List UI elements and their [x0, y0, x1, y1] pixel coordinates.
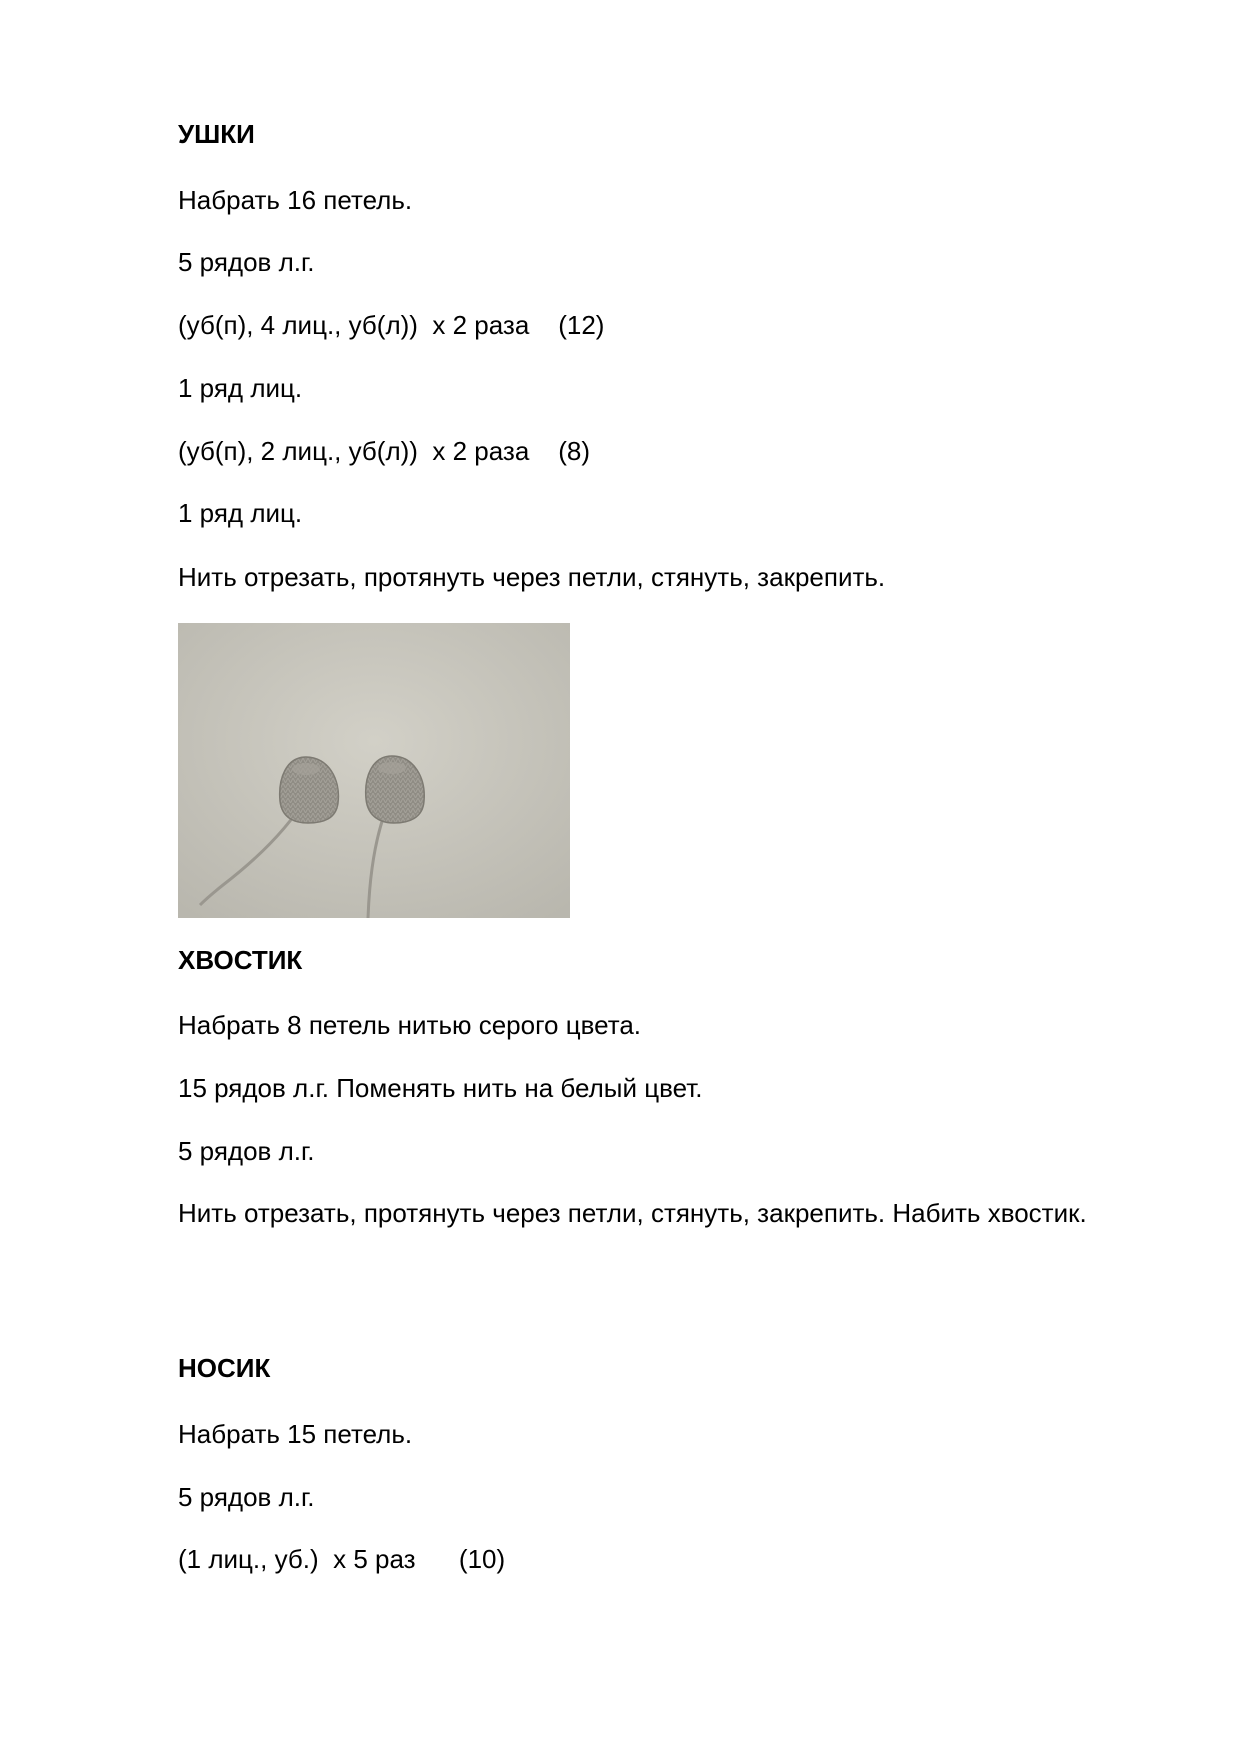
section-title-nose: НОСИК	[178, 1353, 271, 1383]
tail-line-3: 5 рядов л.г.	[178, 1136, 315, 1166]
tail-line-2: 15 рядов л.г. Поменять нить на белый цвет.	[178, 1073, 703, 1103]
ears-line-2: 5 рядов л.г.	[178, 247, 315, 277]
ears-line-3: (уб(п), 4 лиц., уб(л)) х 2 раза (12)	[178, 310, 605, 340]
tail-line-1: Набрать 8 петель нитью серого цвета.	[178, 1010, 642, 1040]
ears-line-7: Нить отрезать, протянуть через петли, стянуть, закрепить.	[178, 562, 886, 592]
ears-line-1: Набрать 16 петель.	[178, 185, 413, 215]
tail-line-4: Нить отрезать, протянуть через петли, стянуть, закрепить. Набить хвостик.	[178, 1198, 1087, 1228]
nose-line-3: (1 лиц., уб.) х 5 раз (10)	[178, 1544, 506, 1574]
ears-line-6: 1 ряд лиц.	[178, 498, 303, 528]
nose-line-2: 5 рядов л.г.	[178, 1482, 315, 1512]
ears-line-5: (уб(п), 2 лиц., уб(л)) х 2 раза (8)	[178, 436, 590, 466]
section-title-tail: ХВОСТИК	[178, 945, 303, 975]
knitted-ears-photo	[178, 623, 570, 918]
ears-line-4: 1 ряд лиц.	[178, 373, 303, 403]
nose-line-1: Набрать 15 петель.	[178, 1419, 413, 1449]
section-title-ears: УШКИ	[178, 119, 255, 149]
